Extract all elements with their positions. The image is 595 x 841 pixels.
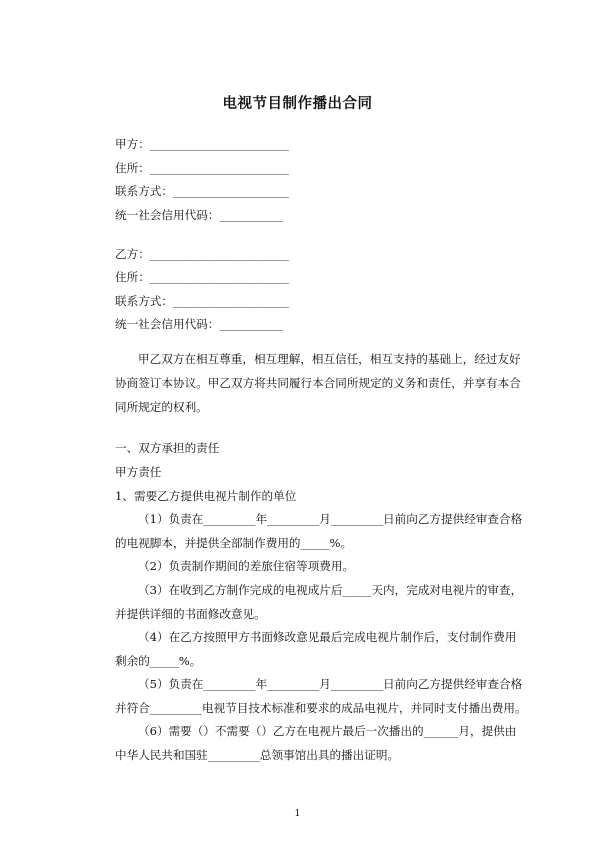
clause-3-line-1: （3）在收到乙方制作完成的电视成片后_____天内，完成对电视片的审查， bbox=[138, 583, 523, 597]
document-title: 电视节目制作播出合同 bbox=[222, 96, 373, 112]
party-b-contact: 联系方式：____________________ bbox=[115, 294, 289, 308]
clause-6 bbox=[115, 719, 517, 767]
page-number: 1 bbox=[294, 809, 301, 819]
party-a-credit-code: 统一社会信用代码：___________ bbox=[115, 208, 284, 222]
intro-line-2: 协商签订本协议。甲乙双方将共同履行本合同所规定的义务和责任，并享有本合 bbox=[115, 376, 521, 390]
section-heading: 一、双方承担的责任 bbox=[115, 441, 220, 455]
party-b-credit-code: 统一社会信用代码：___________ bbox=[115, 317, 284, 331]
party-a-contact: 联系方式：____________________ bbox=[115, 184, 289, 198]
clause-3 bbox=[115, 578, 523, 626]
clause-1-line-2: 的电视脚本，并提供全部制作费用的_____%。 bbox=[115, 536, 353, 550]
intro-line-3: 同所规定的权利。 bbox=[115, 400, 208, 414]
party-b-name: 乙方：________________________ bbox=[115, 247, 289, 261]
item-1-heading: 1、需要乙方提供电视片制作的单位 bbox=[115, 489, 297, 503]
clause-5-line-2: 并符合_________电视节目技术标准和要求的成品电视片，并同时支付播出费用。 bbox=[115, 701, 527, 715]
clause-2-line-1: （2）负责制作期间的差旅住宿等项费用。 bbox=[138, 559, 355, 573]
intro-paragraph bbox=[115, 347, 521, 419]
party-b-address: 住所：________________________ bbox=[115, 270, 289, 284]
clause-4-line-2: 剩余的_____%。 bbox=[115, 654, 202, 668]
party-a-duty-heading: 甲方责任 bbox=[115, 465, 162, 479]
clause-5 bbox=[115, 672, 527, 720]
party-a-name: 甲方：________________________ bbox=[115, 137, 289, 151]
clause-1 bbox=[115, 507, 523, 555]
clause-1-line-1: （1）负责在_________年_________月_________日前向乙方提供经审查合格 bbox=[138, 512, 523, 526]
clause-4 bbox=[115, 625, 517, 673]
clause-4-line-1: （4）在乙方按照甲方书面修改意见最后完成电视片制作后，支付制作费用 bbox=[138, 630, 517, 644]
intro-line-1: 甲乙双方在相互尊重，相互理解，相互信任，相互支持的基础上，经过友好 bbox=[138, 352, 521, 366]
clause-5-line-1: （5）负责在_________年_________月_________日前向乙方提供经审查合格 bbox=[138, 677, 523, 691]
party-a-address: 住所：________________________ bbox=[115, 161, 289, 175]
clause-2 bbox=[115, 554, 487, 578]
clause-6-line-2: 中华人民共和国驻_________总领事馆出具的播出证明。 bbox=[115, 748, 400, 762]
clause-3-line-2: 并提供详细的书面修改意见。 bbox=[115, 607, 266, 621]
clause-6-line-1: （6）需要（）不需要（）乙方在电视片最后一次播出的______月，提供由 bbox=[138, 724, 517, 738]
